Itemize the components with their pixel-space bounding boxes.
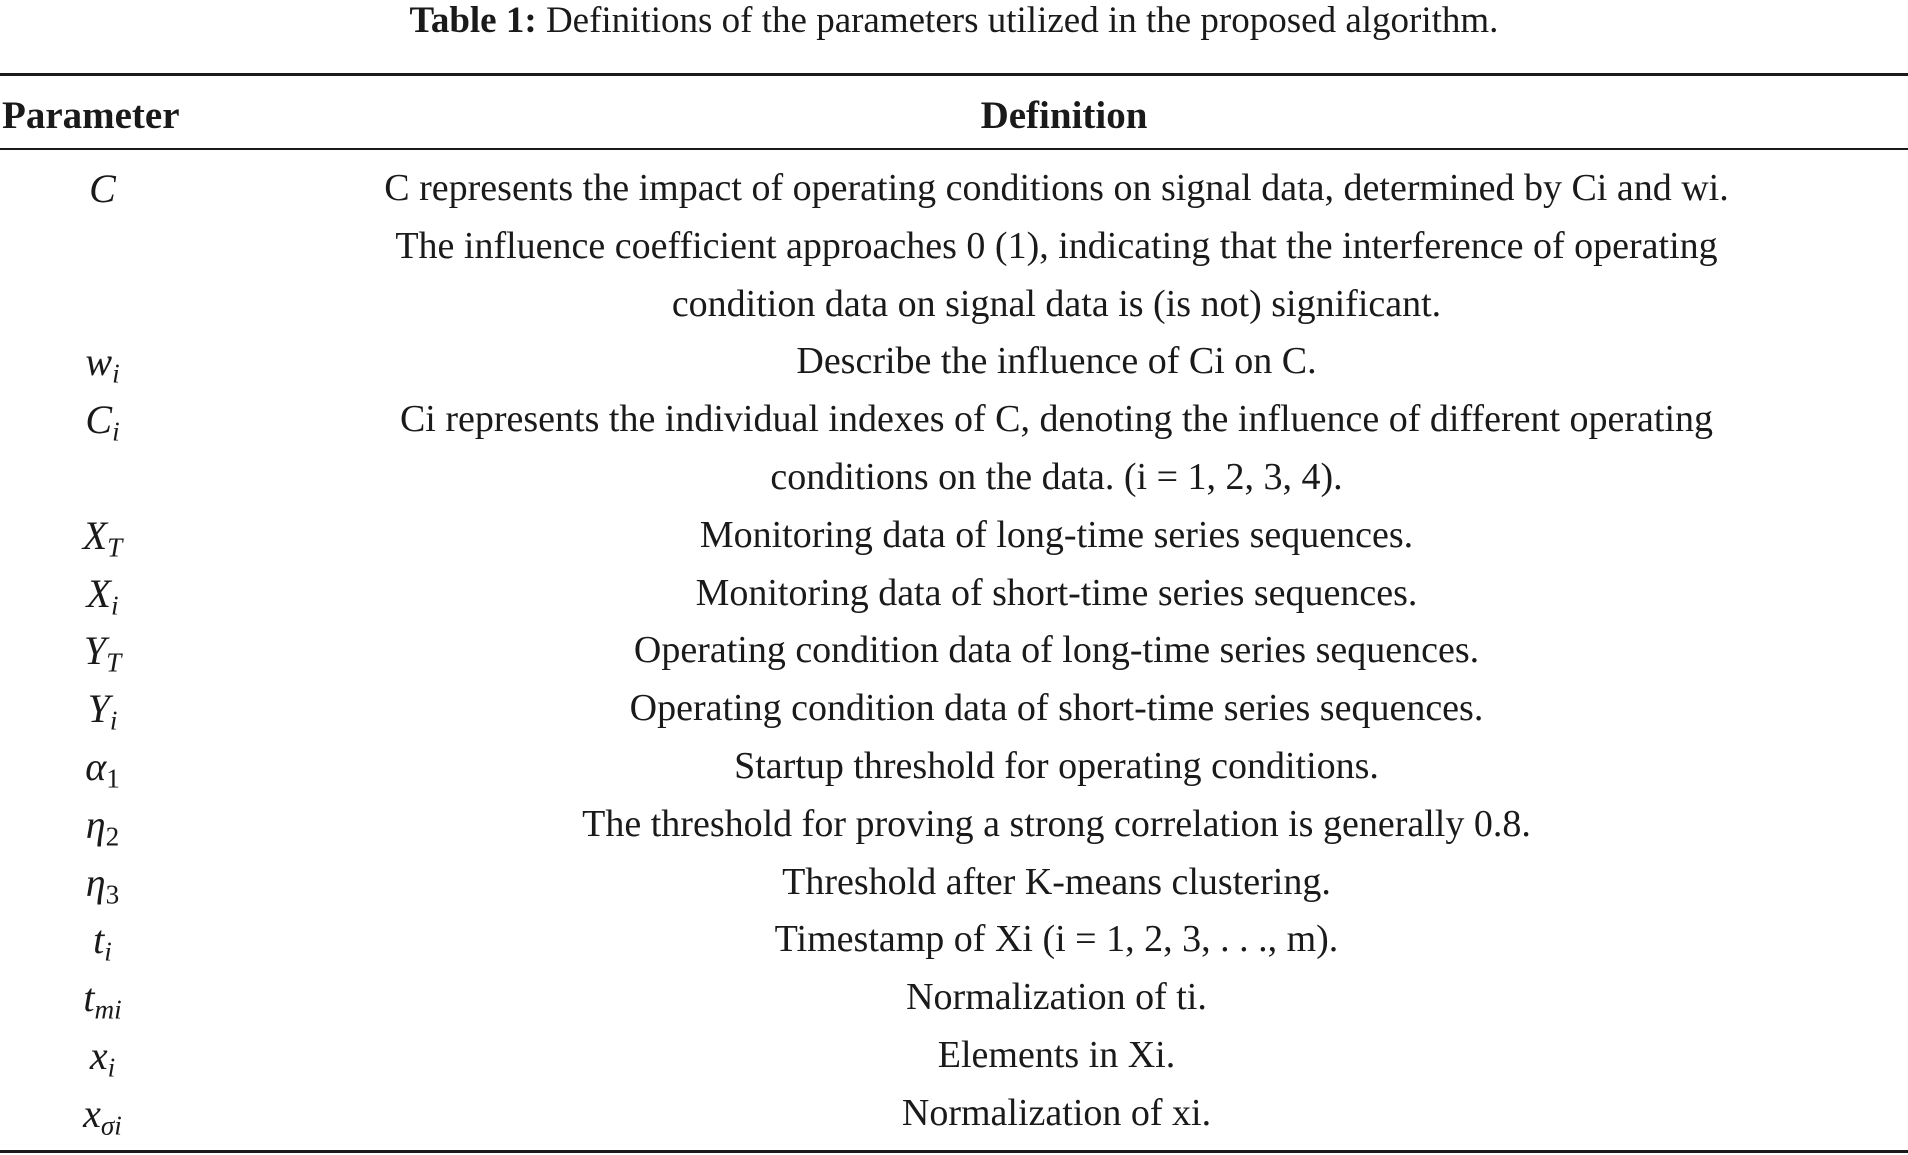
table-caption-label: Table 1: bbox=[409, 0, 537, 41]
definition-cell bbox=[205, 507, 1908, 565]
table-top-rule bbox=[0, 73, 1908, 76]
parameter-subscript: i bbox=[104, 936, 112, 967]
definition-cell bbox=[205, 160, 1908, 333]
definition-line: Normalization of ti. bbox=[906, 976, 1207, 1019]
parameter-cell bbox=[0, 507, 205, 565]
definition-cell bbox=[205, 738, 1908, 796]
table-header-row bbox=[0, 88, 1908, 144]
table-row bbox=[0, 969, 1908, 1027]
parameter-subscript: 2 bbox=[105, 821, 120, 852]
header-definition: Definition bbox=[980, 94, 1148, 137]
parameter-cell bbox=[0, 1085, 205, 1143]
definition-line: Operating condition data of long-time series sequences. bbox=[633, 629, 1480, 672]
parameter-subscript: i bbox=[110, 590, 119, 621]
definition-line: Normalization of xi. bbox=[901, 1091, 1212, 1134]
definition-line: Describe the influence of Ci on C. bbox=[796, 340, 1317, 383]
parameter-cell bbox=[0, 565, 205, 623]
parameter-symbol: α bbox=[85, 743, 107, 789]
parameter-cell bbox=[0, 622, 205, 680]
definition-cell bbox=[205, 969, 1908, 1027]
definition-line: Timestamp of Xi (i = 1, 2, 3, . . ., m). bbox=[774, 918, 1339, 961]
definition-cell bbox=[205, 680, 1908, 738]
parameter-subscript: i bbox=[107, 1052, 116, 1083]
table-caption-text: Definitions of the parameters utilized in the proposed algorithm. bbox=[536, 0, 1499, 41]
table-row bbox=[0, 1085, 1908, 1143]
parameter-subscript: 1 bbox=[106, 763, 120, 794]
definition-line: Elements in Xi. bbox=[937, 1033, 1176, 1076]
parameter-subscript: T bbox=[107, 532, 123, 563]
definition-line: conditions on the data. (i = 1, 2, 3, 4). bbox=[770, 455, 1343, 498]
definition-cell bbox=[205, 333, 1908, 391]
parameter-cell bbox=[0, 391, 205, 507]
parameter-symbol: x bbox=[83, 1090, 101, 1136]
definition-line: The influence coefficient approaches 0 (1), indicating that the interference of operating bbox=[395, 224, 1718, 267]
definition-line: Startup threshold for operating conditions. bbox=[734, 744, 1379, 787]
definition-cell bbox=[205, 1085, 1908, 1143]
table-caption bbox=[0, 0, 1908, 42]
parameter-symbol: x bbox=[89, 1032, 108, 1078]
table-row bbox=[0, 796, 1908, 854]
parameter-subscript: T bbox=[106, 647, 122, 678]
parameter-subscript: σi bbox=[100, 1110, 122, 1141]
definition-line: The threshold for proving a strong correlation is generally 0.8. bbox=[582, 802, 1531, 845]
definition-cell bbox=[205, 911, 1908, 969]
parameter-symbol: t bbox=[83, 975, 95, 1021]
parameter-cell bbox=[0, 796, 205, 854]
table-header-rule bbox=[0, 148, 1908, 150]
definition-cell bbox=[205, 1027, 1908, 1085]
parameter-cell bbox=[0, 1027, 205, 1085]
table-row bbox=[0, 391, 1908, 507]
definition-cell bbox=[205, 622, 1908, 680]
parameter-subscript: i bbox=[109, 705, 118, 736]
definition-line: Threshold after K-means clustering. bbox=[782, 860, 1331, 903]
parameter-subscript: mi bbox=[94, 994, 122, 1025]
parameter-cell bbox=[0, 333, 205, 391]
header-parameter: Parameter bbox=[2, 94, 180, 137]
parameter-cell bbox=[0, 854, 205, 912]
table-row bbox=[0, 1027, 1908, 1085]
parameter-symbol: C bbox=[89, 166, 116, 211]
table-row bbox=[0, 622, 1908, 680]
definition-line: Ci represents the individual indexes of C, denoting the influence of different operating bbox=[399, 398, 1714, 441]
definition-cell bbox=[205, 565, 1908, 623]
table-row bbox=[0, 507, 1908, 565]
parameter-symbol: C bbox=[85, 397, 113, 443]
table-row bbox=[0, 738, 1908, 796]
parameter-symbol: η bbox=[85, 801, 106, 847]
parameter-symbol: t bbox=[93, 917, 105, 963]
table-row bbox=[0, 854, 1908, 912]
parameter-symbol: Y bbox=[83, 628, 107, 674]
table-row bbox=[0, 333, 1908, 391]
parameter-cell bbox=[0, 969, 205, 1027]
parameter-symbol: X bbox=[86, 570, 111, 616]
definition-line: Monitoring data of short-time series sequences. bbox=[695, 571, 1418, 614]
parameter-symbol: Y bbox=[87, 686, 110, 732]
table-bottom-rule bbox=[0, 1150, 1908, 1153]
table-row bbox=[0, 911, 1908, 969]
table-row bbox=[0, 680, 1908, 738]
definition-line: condition data on signal data is (is not) significant. bbox=[671, 282, 1442, 325]
table-row bbox=[0, 565, 1908, 623]
parameter-cell bbox=[0, 911, 205, 969]
definition-cell bbox=[205, 796, 1908, 854]
definition-line: Operating condition data of short-time series sequences. bbox=[629, 687, 1484, 730]
parameter-subscript: i bbox=[112, 416, 120, 447]
definition-cell bbox=[205, 854, 1908, 912]
parameter-cell bbox=[0, 680, 205, 738]
definition-line: Monitoring data of long-time series sequences. bbox=[699, 513, 1414, 556]
parameter-cell bbox=[0, 738, 205, 796]
definition-cell bbox=[205, 391, 1908, 507]
parameter-symbol: w bbox=[85, 339, 113, 385]
definition-line: C represents the impact of operating conditions on signal data, determined by Ci and wi. bbox=[384, 167, 1729, 209]
table-row bbox=[0, 160, 1908, 333]
parameter-subscript: i bbox=[112, 359, 120, 389]
parameter-cell bbox=[0, 160, 205, 333]
parameter-symbol: η bbox=[85, 859, 106, 905]
table-body bbox=[0, 160, 1908, 1143]
parameter-subscript: 3 bbox=[105, 879, 120, 910]
parameter-symbol: X bbox=[82, 512, 108, 558]
